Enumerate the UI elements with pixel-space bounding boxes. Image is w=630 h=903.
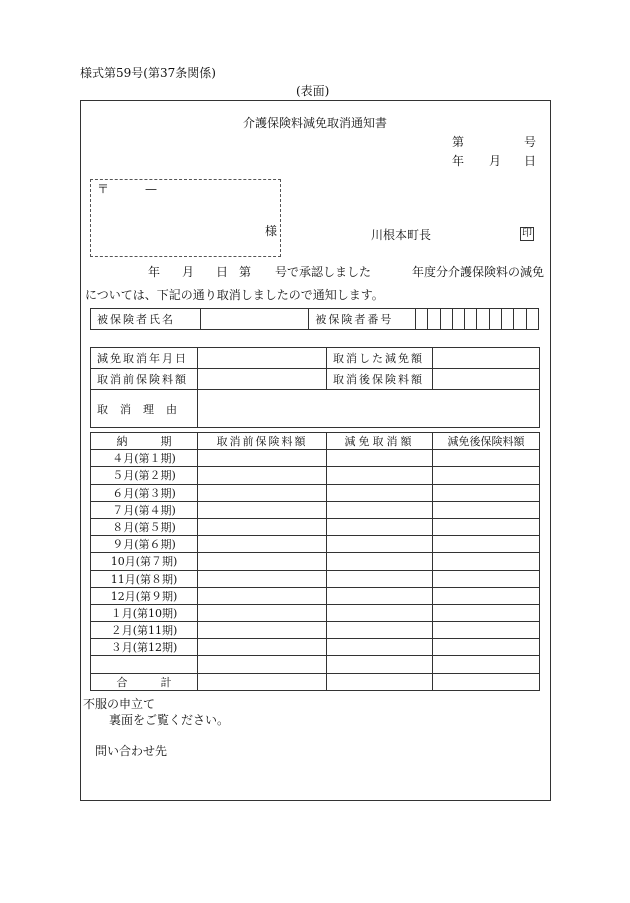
body-year: 年 (148, 265, 161, 279)
table-row-blank (91, 656, 540, 673)
issue-go: 号 (524, 135, 537, 149)
insured-number-digit (526, 309, 538, 330)
table-row (91, 553, 540, 570)
cancelled-amount-field (433, 348, 540, 369)
insured-number-digit (452, 309, 464, 330)
table-row (91, 484, 540, 501)
contact-label: 問い合わせ先 (95, 744, 168, 758)
after-amount-field (433, 369, 540, 390)
period-label: ７月(第４期) (91, 501, 198, 518)
insured-number-label: 被保険者番号 (309, 309, 416, 330)
period-label: 12月(第９期) (91, 587, 198, 604)
insured-number-digit (502, 309, 514, 330)
cancel-date-field (198, 348, 327, 369)
table-row (91, 622, 540, 639)
insured-number-digit (477, 309, 489, 330)
table-row (91, 450, 540, 467)
period-label: １月(第10期) (91, 604, 198, 621)
seal-mark: 印 (522, 228, 532, 239)
honorific: 様 (265, 224, 278, 238)
side-label: (表面) (296, 84, 330, 98)
table-row (91, 536, 540, 553)
header-reduction: 減免取消額 (327, 433, 433, 450)
issue-month: 月 (489, 154, 502, 168)
header-before: 取消前保険料額 (198, 433, 327, 450)
postal-dash: — (145, 182, 157, 196)
total-row (91, 673, 540, 690)
insured-name-label: 被保険者氏名 (91, 309, 201, 330)
reason-field (198, 390, 540, 428)
table-row (91, 604, 540, 621)
body-approved: 号で承認しました (275, 265, 372, 279)
table-row (91, 587, 540, 604)
postal-mark: 〒 (97, 182, 110, 196)
period-label: ９月(第６期) (91, 536, 198, 553)
cancelled-amount-label: 取消した減免額 (327, 348, 433, 369)
body-dai: 第 (239, 265, 252, 279)
insured-name-field (200, 309, 309, 330)
table-row (91, 518, 540, 535)
period-label: ８月(第５期) (91, 518, 198, 535)
body-notice: については、下記の通り取消しましたので通知します。 (85, 288, 384, 302)
reason-label: 取消理由 (91, 390, 198, 428)
appeal-title: 不服の申立て (83, 697, 156, 711)
header-period: 納 期 (91, 433, 198, 450)
body-month: 月 (182, 265, 195, 279)
table-row (91, 639, 540, 656)
document-title: 介護保険料減免取消通知書 (242, 116, 387, 130)
period-label: ４月(第１期) (91, 450, 198, 467)
schedule-header-row (91, 433, 540, 450)
period-label: 10月(第７期) (91, 553, 198, 570)
cancel-date-label: 減免取消年月日 (91, 348, 198, 369)
period-label: ６月(第３期) (91, 484, 198, 501)
issue-year: 年 (452, 154, 465, 168)
issuer-name: 川根本町長 (371, 228, 432, 242)
after-amount-label: 取消後保険料額 (327, 369, 433, 390)
appeal-text: 裏面をご覧ください。 (109, 713, 230, 727)
table-row (91, 570, 540, 587)
address-box (90, 179, 281, 257)
before-amount-field (198, 369, 327, 390)
period-label: ５月(第２期) (91, 467, 198, 484)
insured-number-digit (514, 309, 526, 330)
body-day: 日 (216, 265, 229, 279)
issue-dai: 第 (452, 135, 465, 149)
before-amount-label: 取消前保険料額 (91, 369, 198, 390)
period-label: 11月(第８期) (91, 570, 198, 587)
header-after: 減免後保険料額 (433, 433, 540, 450)
period-label: ２月(第11期) (91, 622, 198, 639)
period-label: ３月(第12期) (91, 639, 198, 656)
cancellation-info-table (90, 347, 540, 428)
table-row (91, 501, 540, 518)
insured-number-digit (428, 309, 440, 330)
insured-number-digit (415, 309, 427, 330)
issue-day: 日 (524, 154, 537, 168)
table-row (91, 467, 540, 484)
payment-schedule-table (90, 432, 540, 691)
form-number: 様式第59号(第37条関係) (80, 66, 216, 80)
insured-number-digit (489, 309, 501, 330)
body-fiscal-year: 年度分介護保険料の減免 (412, 265, 545, 279)
total-label: 合 計 (91, 673, 198, 690)
insured-number-digit (465, 309, 477, 330)
insured-number-digit (440, 309, 452, 330)
insured-table (90, 308, 539, 330)
